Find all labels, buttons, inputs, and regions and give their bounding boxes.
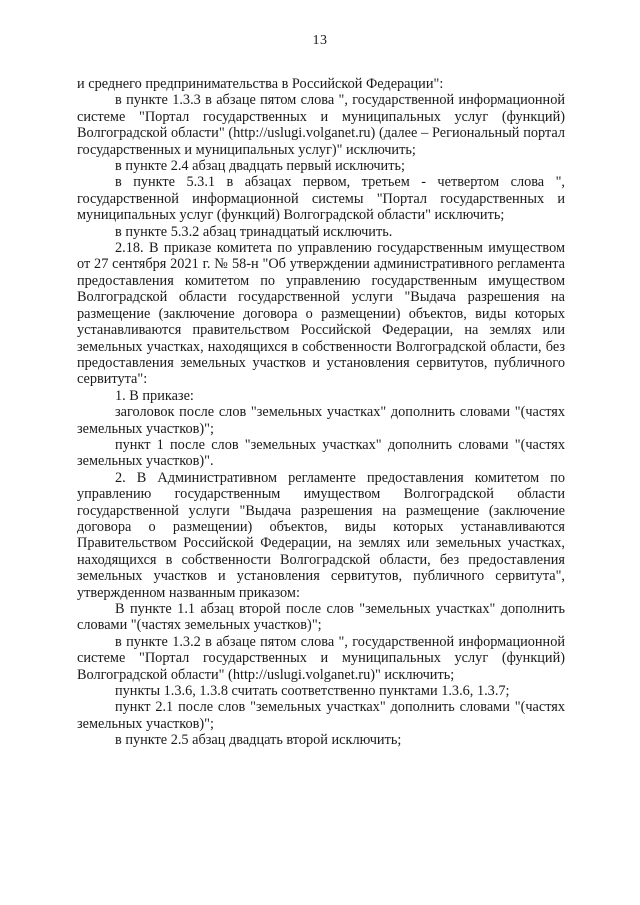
paragraph: заголовок после слов "земельных участках" дополнить словами "(частях земельных участков)"; [77, 404, 565, 437]
page-number: 13 [312, 33, 328, 48]
paragraph: в пункте 1.3.3 в абзаце пятом слова ", государственной информационной системе "Портал государственных и муниципальных услуг (функций) Волгоградской области" (http://uslugi.volganet.ru) (далее – Региональный портал государственных и муниципальных услуг)" исключить; [77, 92, 565, 158]
paragraph: 2.18. В приказе комитета по управлению государственным имуществом от 27 сентября 2021 г. № 58-н "Об утверждении административного регламента предоставления комитетом по управлению государственным имуществом Волгоградской области государственной услуги "Выдача разрешения на размещение (заключение договора о размещении) объектов, виды которых устанавливаются правительством Российской Федерации, на землях или земельных участках, находящихся в собственности Волгоградской области, без предоставления земельных участков и установления сервитутов, публичного сервитута": [77, 240, 565, 388]
paragraph: 2. В Административном регламенте предоставления комитетом по управлению государственным имуществом Волгоградской области государственной услуги "Выдача разрешения на размещение (заключение договора о размещении) объектов, виды которых устанавливаются Правительством Российской Федерации, на землях или земельных участках, находящихся в собственности Волгоградской области, без предоставления земельных участков и установления сервитутов, публичного сервитута", утвержденном названным приказом: [77, 469, 565, 601]
paragraph: пункты 1.3.6, 1.3.8 считать соответственно пунктами 1.3.6, 1.3.7; [115, 683, 510, 700]
paragraph: в пункте 2.4 абзац двадцать первый исключить; [115, 158, 405, 175]
document-body [77, 76, 565, 749]
paragraph: пункт 2.1 после слов "земельных участках" дополнить словами "(частях земельных участков)"; [77, 699, 565, 732]
paragraph: в пункте 5.3.1 в абзацах первом, третьем - четвертом слова ", государственной информационной системы "Портал государственных и муниципальных услуг (функций) Волгоградской области" исключить; [77, 174, 565, 224]
paragraph: в пункте 2.5 абзац двадцать второй исключить; [115, 732, 402, 749]
paragraph: и среднего предпринимательства в Российской Федерации": [77, 76, 444, 92]
paragraph: в пункте 1.3.2 в абзаце пятом слова ", государственной информационной системе "Портал государственных и муниципальных услуг (функций) Волгоградской области" (http://uslugi.volganet.ru)" исключить; [77, 633, 565, 683]
paragraph: 1. В приказе: [115, 387, 194, 404]
paragraph: пункт 1 после слов "земельных участках" дополнить словами "(частях земельных участков)". [77, 436, 565, 470]
paragraph: в пункте 5.3.2 абзац тринадцатый исключить. [115, 223, 393, 240]
paragraph: В пункте 1.1 абзац второй после слов "земельных участках" дополнить словами "(частях земельных участков)"; [77, 601, 565, 634]
